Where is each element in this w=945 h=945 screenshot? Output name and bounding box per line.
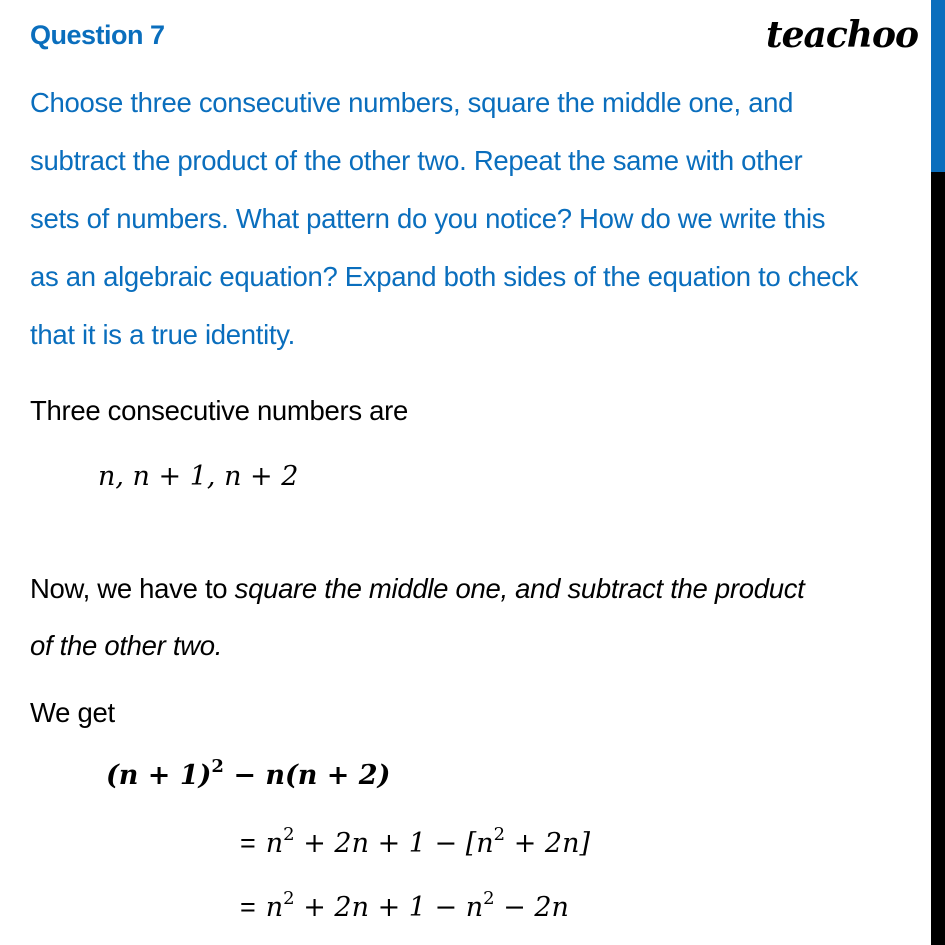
step-text-line-2: [30, 630, 222, 662]
exponent: 2: [211, 756, 224, 777]
exponent: 2: [283, 888, 295, 909]
scrollbar-thumb[interactable]: [931, 0, 945, 172]
expr-part: n: [265, 828, 284, 859]
question-line: sets of numbers. What pattern do you notice? How do we write this: [30, 203, 826, 234]
step-prefix: Now, we have to: [30, 573, 235, 604]
question-text: [30, 74, 930, 364]
step-italic: square the middle one, and subtract the product: [234, 573, 805, 604]
equals-sign: =: [240, 892, 256, 922]
question-line: subtract the product of the other two. Repeat the same with other: [30, 145, 803, 176]
question-line: as an algebraic equation? Expand both sides of the equation to check: [30, 261, 859, 292]
exponent: 2: [493, 824, 506, 845]
expr-part: − n(n + 2): [223, 760, 391, 791]
question-line: that it is a true identity.: [30, 319, 295, 350]
scrollbar[interactable]: [931, 0, 945, 945]
expr-part: + 2n]: [505, 828, 591, 859]
question-line: Choose three consecutive numbers, square the middle one, and: [30, 87, 794, 118]
expr-part: (n + 1): [106, 760, 212, 791]
exponent: 2: [483, 888, 495, 909]
we-get-text: We get: [30, 697, 115, 728]
numbers-expression: n, n + 1, n + 2: [98, 461, 299, 492]
expansion-line-1: [240, 824, 591, 859]
consecutive-numbers-expr: [98, 461, 298, 492]
expansion-line-2: [240, 888, 569, 923]
main-expression: [106, 756, 391, 791]
intro-text: Three consecutive numbers are: [30, 395, 409, 426]
step-text-line-1: [30, 573, 805, 605]
teachoo-logo: teachoo: [766, 14, 918, 56]
step-italic: of the other two.: [30, 630, 223, 661]
expr-part: n: [265, 892, 284, 923]
expr-part: − 2n: [494, 892, 569, 923]
expr-part: + 2n + 1 − n: [294, 892, 484, 923]
expr-part: + 2n + 1 − [n: [294, 828, 494, 859]
exponent: 2: [283, 824, 295, 845]
equals-sign: =: [240, 828, 256, 858]
question-title: Question 7: [30, 20, 165, 50]
